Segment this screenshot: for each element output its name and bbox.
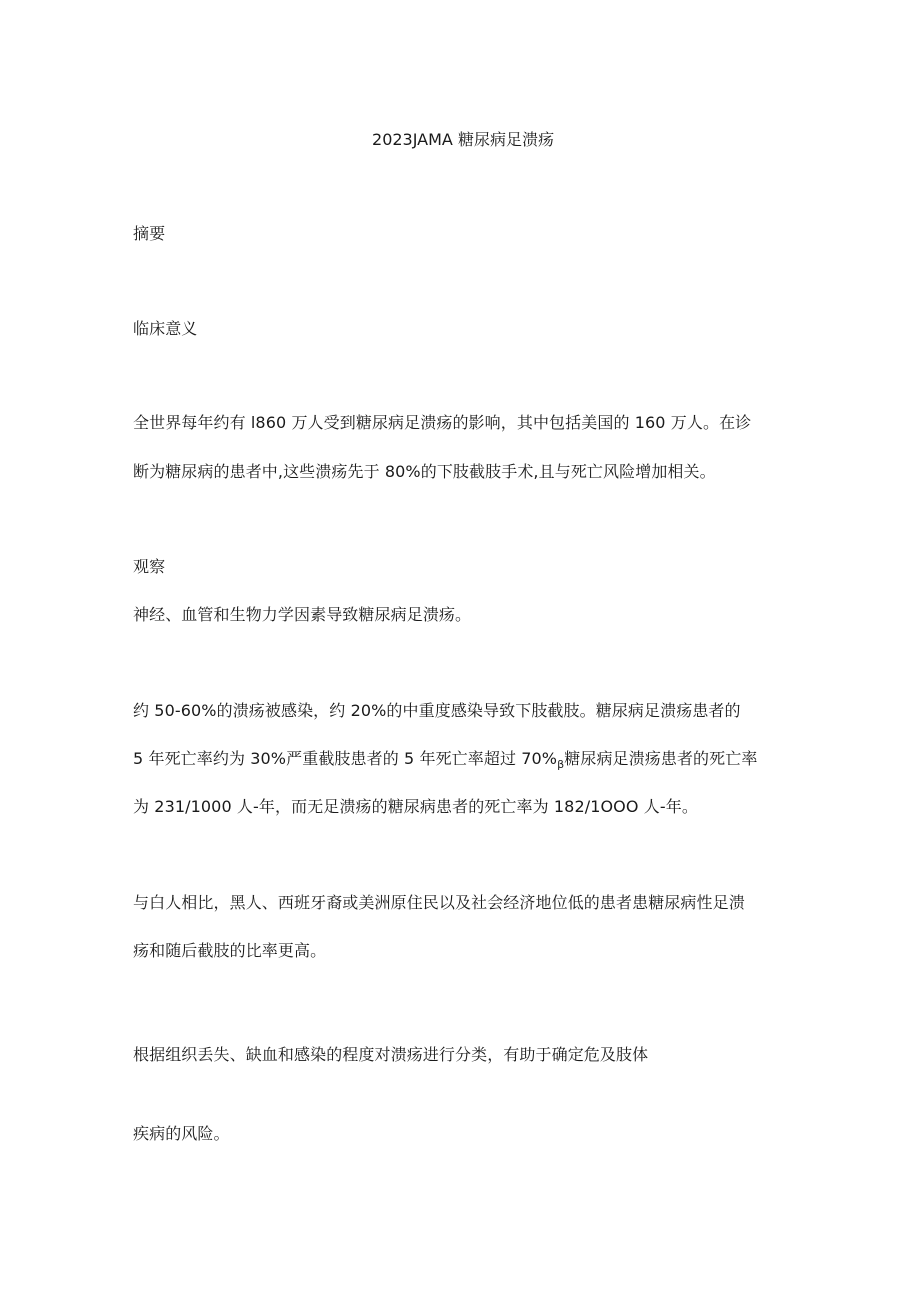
paragraph-line-composite: [133, 748, 757, 772]
paragraph-line: 疡和随后截肢的比率更高。: [133, 941, 327, 960]
paragraph-segment: 5 年死亡率约为 30%严重截肢患者的 5 年死亡率超过 70%: [133, 749, 558, 768]
subscript-symbol: β: [557, 758, 565, 771]
document-title: 2023JAMA 糖尿病足溃疡: [372, 130, 554, 149]
clinical-significance-heading: 临床意义: [133, 319, 198, 338]
paragraph-line: 疾病的风险。: [133, 1124, 230, 1143]
paragraph-line: 与白人相比，黑人、西班牙裔或美洲原住民以及社会经济地位低的患者患糖尿病性足溃: [133, 893, 745, 912]
paragraph-line: 神经、血管和生物力学因素导致糖尿病足溃疡。: [133, 605, 472, 624]
paragraph-line: 根据组织丢失、缺血和感染的程度对溃疡进行分类，有助于确定危及肢体: [133, 1045, 649, 1064]
abstract-heading: 摘要: [133, 224, 166, 243]
observation-heading: 观察: [133, 557, 166, 576]
paragraph-line: 约 50-60%的溃疡被感染，约 20%的中重度感染导致下肢截肢。糖尿病足溃疡患者的: [133, 701, 741, 720]
paragraph-segment: 糖尿病足溃疡患者的死亡率: [564, 749, 758, 768]
paragraph-line: 为 231/1000 人-年，而无足溃疡的糖尿病患者的死亡率为 182/1OOO 人-年。: [133, 797, 698, 816]
paragraph-line: 断为糖尿病的患者中,这些溃疡先于 80%的下肢截肢手术,且与死亡风险增加相关。: [133, 462, 716, 481]
paragraph-line: 全世界每年约有 l860 万人受到糖尿病足溃疡的影响，其中包括美国的 160 万人。在诊: [133, 413, 752, 432]
